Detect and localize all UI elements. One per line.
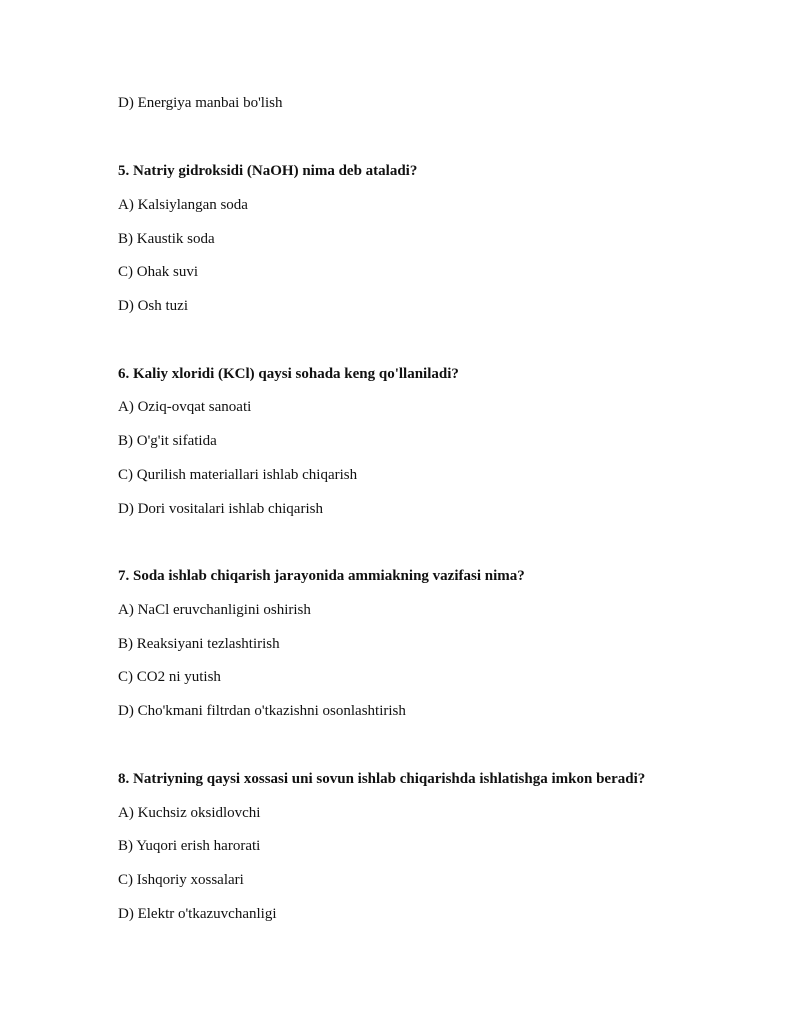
leading-option: D) Energiya manbai bo'lish xyxy=(118,95,283,111)
question-8: 8. Natriyning qaysi xossasi uni sovun ishlab chiqarishda ishlatishga imkon beradi? xyxy=(118,771,646,787)
question-6-option-c: C) Qurilish materiallari ishlab chiqarish xyxy=(118,467,358,483)
question-5-option-d: D) Osh tuzi xyxy=(118,298,188,314)
question-7-option-b: B) Reaksiyani tezlashtirish xyxy=(118,636,280,652)
question-5-option-a: A) Kalsiylangan soda xyxy=(118,197,248,213)
question-5-option-b: B) Kaustik soda xyxy=(118,231,215,247)
question-6-option-d: D) Dori vositalari ishlab chiqarish xyxy=(118,501,323,517)
question-6-option-b: B) O'g'it sifatida xyxy=(118,433,217,449)
question-7: 7. Soda ishlab chiqarish jarayonida ammiakning vazifasi nima? xyxy=(118,568,525,584)
question-8-option-d: D) Elektr o'tkazuvchanligi xyxy=(118,906,277,922)
question-7-option-d: D) Cho'kmani filtrdan o'tkazishni osonlashtirish xyxy=(118,703,406,719)
question-6-option-a: A) Oziq-ovqat sanoati xyxy=(118,399,252,415)
question-5: 5. Natriy gidroksidi (NaOH) nima deb ataladi? xyxy=(118,163,418,179)
question-8-option-a: A) Kuchsiz oksidlovchi xyxy=(118,805,261,821)
question-6: 6. Kaliy xloridi (KCl) qaysi sohada keng qo'llaniladi? xyxy=(118,366,459,382)
question-7-option-c: C) CO2 ni yutish xyxy=(118,669,221,685)
question-8-option-c: C) Ishqoriy xossalari xyxy=(118,872,244,888)
question-5-option-c: C) Ohak suvi xyxy=(118,264,198,280)
question-7-option-a: A) NaCl eruvchanligini oshirish xyxy=(118,602,311,618)
question-8-option-b: B) Yuqori erish harorati xyxy=(118,838,261,854)
